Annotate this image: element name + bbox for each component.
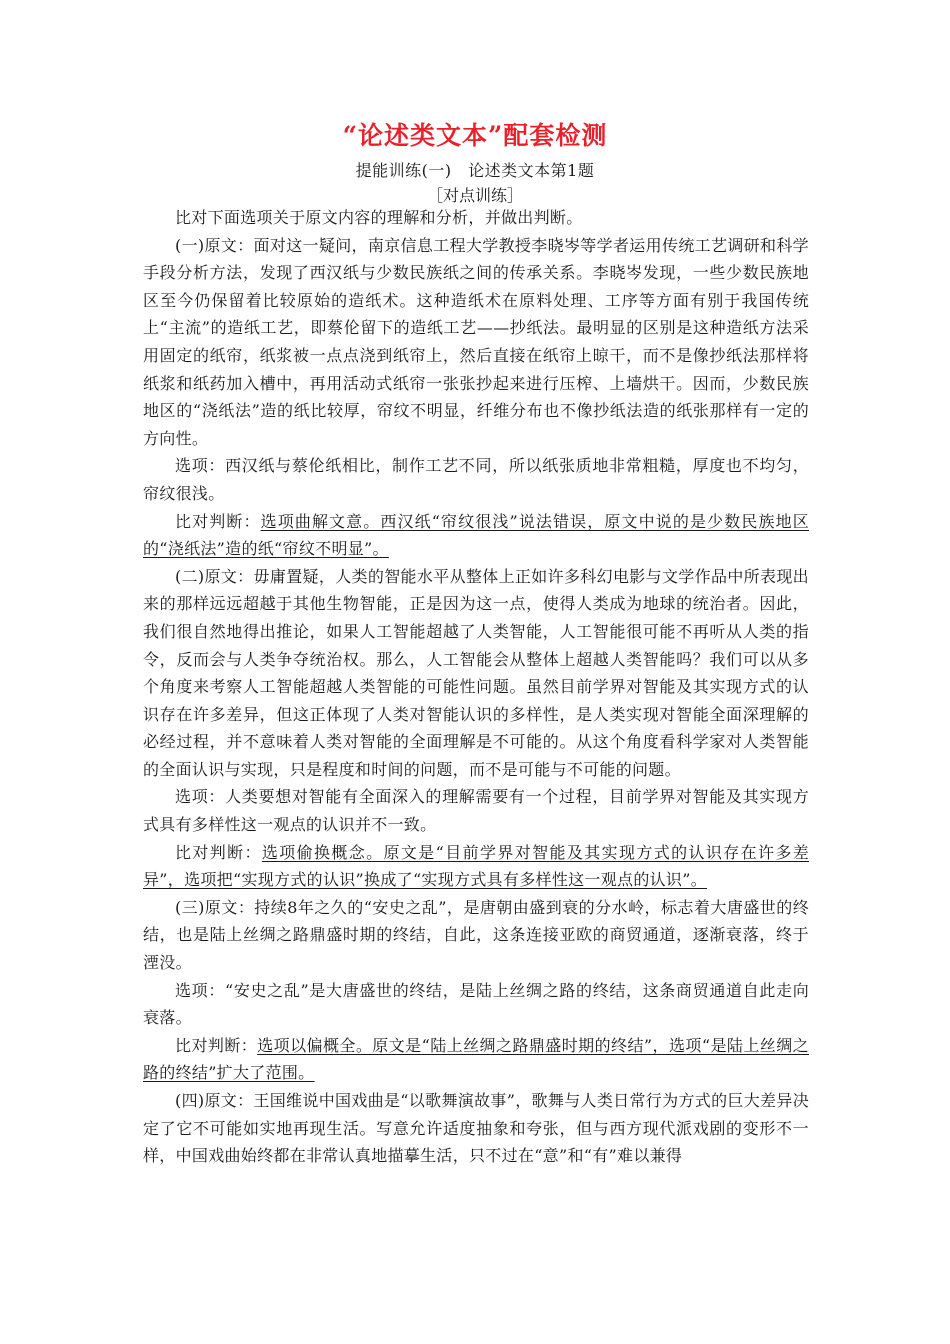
item-1-option: 选项：西汉纸与蔡伦纸相比，制作工艺不同，所以纸张质地非常粗糙，厚度也不均匀，帘纹很浅。 bbox=[143, 456, 809, 503]
judgement-label: 比对判断： bbox=[175, 511, 261, 531]
item-3-original: (三)原文：持续8年之久的“安史之乱”，是唐朝由盛到衰的分水岭，标志着大唐盛世的终结，也是陆上丝绸之路鼎盛时期的终结，自此，这条连接亚欧的商贸通道，逐渐衰落，终于湮没。 bbox=[143, 897, 809, 973]
item-3-judgement bbox=[143, 1032, 809, 1087]
item-1-original: (一)原文：面对这一疑问，南京信息工程大学教授李晓岑等学者运用传统工艺调研和科学手段分析方法，发现了西汉纸与少数民族纸之间的传承关系。李晓岑发现，一些少数民族地区至今仍保留着比较原始的造纸术。这种造纸术在原料处理、工序等方面有别于我国传统上“主流”的造纸工艺，即蔡伦留下的造纸工艺——抄纸法。最明显的区别是这种造纸方法采用固定的纸帘，纸浆被一点点浇到纸帘上，然后直接在纸帘上晾干，而不是像抄纸法那样将纸浆和纸药加入槽中，再用活动式纸帘一张张抄起来进行压榨、上墙烘干。因而，少数民族地区的“浇纸法”造的纸比较厚，帘纹不明显，纤维分布也不像抄纸法造的纸张那样有一定的方向性。 bbox=[143, 235, 809, 448]
judgement-text: 选项偷换概念。原文是“目前学界对智能及其实现方式的认识存在许多差异”，选项把“实现方式的认识”换成了“实现方式具有多样性这一观点的认识”。 bbox=[143, 842, 809, 890]
item-2-option: 选项：人类要想对智能有全面深入的理解需要有一个过程，目前学界对智能及其实现方式具有多样性这一观点的认识并不一致。 bbox=[143, 787, 809, 835]
item-2-original: (二)原文：毋庸置疑，人类的智能水平从整体上正如许多科幻电影与文学作品中所表现出来的那样远远超越于其他生物智能，正是因为这一点，使得人类成为地球的统治者。因此，我们很自然地得出推论，如果人工智能超越了人类智能，人工智能很可能不再听从人类的指令，反而会与人类争夺统治权。那么，人工智能会从整体上超越人类智能吗？我们可以从多个角度来考察人工智能超越人类智能的可能性问题。虽然目前学界对智能及其实现方式的认识存在许多差异，但这正体现了人类对智能认识的多样性，是人类实现对智能全面深理解的必经过程，并不意味着人类对智能的全面理解是不可能的。从这个角度看科学家对人类智能的全面认识与实现，只是程度和时间的问题，而不是可能与不可能的问题。 bbox=[143, 566, 809, 779]
document-subtitle: 提能训练(一) 论述类文本第1题 bbox=[355, 161, 595, 180]
section-tag: ［对点训练］ bbox=[426, 186, 523, 205]
document-title: “论述类文本”配套检测 bbox=[342, 121, 608, 150]
intro-paragraph: 比对下面选项关于原文内容的理解和分析，并做出判断。 bbox=[175, 208, 583, 227]
document-body bbox=[143, 204, 809, 1170]
item-2-judgement bbox=[143, 839, 809, 894]
judgement-text: 选项以偏概全。原文是“陆上丝绸之路鼎盛时期的终结”，选项“是陆上丝绸之路的终结”扩大了范围。 bbox=[143, 1035, 809, 1083]
item-3-option: 选项：“安史之乱”是大唐盛世的终结，是陆上丝绸之路的终结，这条商贸通道自此走向衰落。 bbox=[143, 980, 809, 1028]
judgement-label: 比对判断： bbox=[175, 1035, 258, 1055]
judgement-label: 比对判断： bbox=[175, 842, 262, 862]
item-4-original: (四)原文：王国维说中国戏曲是“以歌舞演故事”，歌舞与人类日常行为方式的巨大差异决定了它不可能如实地再现生活。写意允许适度抽象和夸张，但与西方现代派戏剧的变形不一样，中国戏曲始终都在非常认真地描摹生活，只不过在“意”和“有”难以兼得 bbox=[143, 1091, 809, 1166]
judgement-text: 选项曲解文意。西汉纸“帘纹很浅”说法错误，原文中说的是少数民族地区的“浇纸法”造的纸“帘纹不明显”。 bbox=[143, 511, 809, 559]
item-1-judgement bbox=[143, 508, 809, 563]
